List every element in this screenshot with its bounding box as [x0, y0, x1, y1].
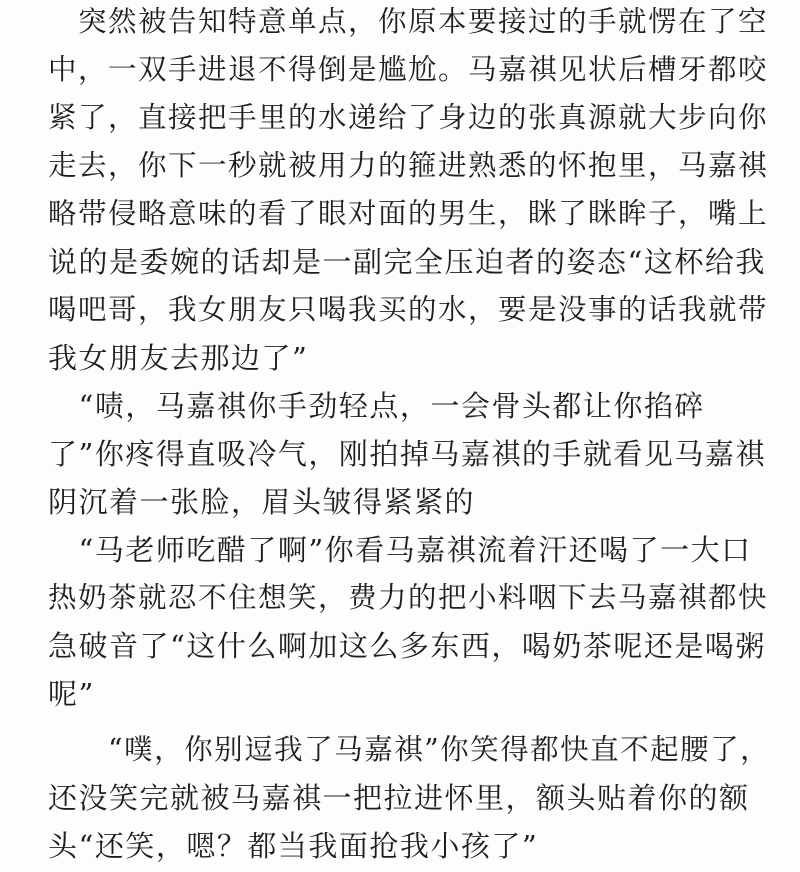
- text-line: 呢”: [48, 677, 95, 711]
- text-line: 还没笑完就被马嘉祺一把拉进怀里，额头贴着你的额: [48, 781, 750, 815]
- text-line: 我女朋友去那边了”: [48, 341, 309, 375]
- text-line: “噗，你别逗我了马嘉祺”你笑得都快直不起腰了，: [48, 733, 771, 766]
- text-line: 急破音了“这什么啊加这么多东西，喝奶茶呢还是喝粥: [48, 629, 766, 663]
- text-line: 中，一双手进退不得倒是尴尬。马嘉祺见状后槽牙都咬: [48, 53, 769, 86]
- text-line: 略带侵略意味的看了眼对面的男生，眯了眯眸子，嘴上: [48, 197, 769, 230]
- text-line: “马老师吃醋了啊”你看马嘉祺流着汗还喝了一大口: [48, 533, 752, 567]
- text-line: 紧了，直接把手里的水递给了身边的张真源就大步向你: [48, 101, 769, 134]
- text-line: 阴沉着一张脸，眉头皱得紧紧的: [48, 485, 476, 519]
- text-line: 喝吧哥，我女朋友只喝我买的水，要是没事的话我就带: [48, 293, 769, 326]
- text-line: “啧，马嘉祺你手劲轻点，一会骨头都让你掐碎: [48, 389, 705, 423]
- text-line: 头“还笑，嗯？都当我面抢我小孩了”: [48, 829, 539, 863]
- text-line: 热奶茶就忍不住想笑，费力的把小料咽下去马嘉祺都快: [48, 581, 769, 614]
- text-line: 说的是委婉的话却是一副完全压迫者的姿态“这杯给我: [48, 245, 766, 279]
- text-line: 走去，你下一秒就被用力的箍进熟悉的怀抱里，马嘉祺: [48, 149, 769, 182]
- text-line: 了”你疼得直吸冷气，刚拍掉马嘉祺的手就看见马嘉祺: [48, 437, 766, 471]
- text-line: 突然被告知特意单点，你原本要接过的手就愣在了空: [48, 5, 769, 38]
